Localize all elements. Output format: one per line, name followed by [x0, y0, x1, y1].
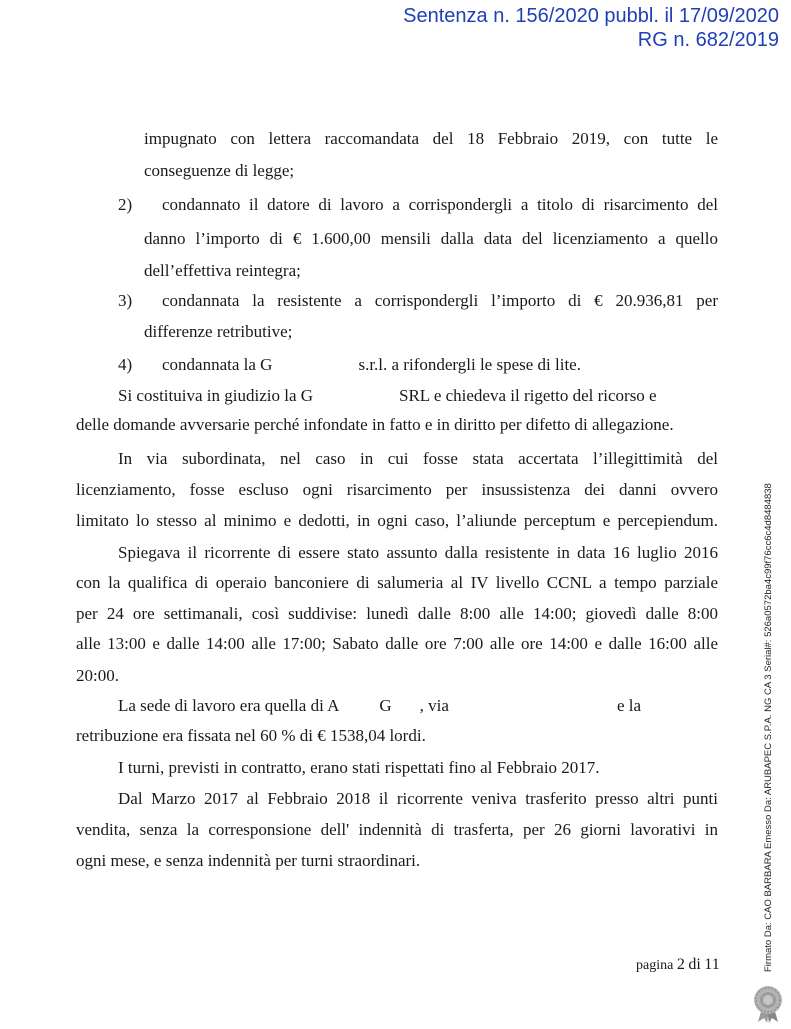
text-line: danno l’importo di € 1.600,00 mensili dalla data del licenziamento a quello — [144, 229, 718, 248]
text-line: I turni, previsti in contratto, erano stati rispettati fino al Febbraio 2017. — [118, 758, 600, 777]
list-number: 2) — [118, 195, 133, 214]
text-fragment: , via — [419, 696, 449, 715]
text-line: impugnato con lettera raccomandata del 18 Febbraio 2019, con tutte le — [144, 129, 718, 148]
text-line: per 24 ore settimanali, così suddivise: lunedì dalle 8:00 alle 14:00; giovedì dalle 8:00 — [76, 604, 718, 623]
sentence-number: Sentenza n. 156/2020 pubbl. il 17/09/2020 — [403, 5, 779, 27]
page-footer — [636, 956, 720, 974]
text-line: con la qualifica di operaio banconiere di salumeria al IV livello CCNL a tempo parziale — [76, 573, 718, 592]
text-line — [162, 354, 718, 376]
text-line: conseguenze di legge; — [144, 161, 295, 180]
text-line: condannata la resistente a corrispondergli l’importo di € 20.936,81 per — [162, 291, 718, 310]
text-line: Spiegava il ricorrente di essere stato assunto dalla resistente in data 16 luglio 2016 — [118, 543, 718, 562]
text-line: limitato lo stesso al minimo e dedotti, in ogni caso, l’aliunde perceptum e percepiendum. — [76, 511, 718, 530]
page-of: di — [688, 956, 701, 973]
text-line: Dal Marzo 2017 al Febbraio 2018 il ricorrente veniva trasferito presso altri punti — [118, 789, 718, 808]
text-line: ogni mese, e senza indennità per turni straordinari. — [76, 851, 421, 870]
digital-signature-text: Firmato Da: CAO BARBARA Emesso Da: ARUBAPEC S.P.A. NG CA 3 Serial#: 526a0572ba4c99f76cc6c4d8484838 — [763, 483, 774, 972]
text-line: vendita, senza la corresponsione dell' indennità di trasferta, per 26 giorni lavorativi in — [76, 820, 718, 839]
text-fragment: e la — [616, 696, 642, 715]
page-total: 11 — [704, 956, 720, 973]
rg-number: RG n. 682/2019 — [637, 29, 779, 51]
text-line: differenze retributive; — [144, 322, 293, 341]
page-number: 2 — [676, 956, 685, 973]
text-line: condannato il datore di lavoro a corrispondergli a titolo di risarcimento del — [162, 195, 718, 214]
text-fragment: La sede di lavoro era quella di A — [118, 696, 340, 715]
text-line — [118, 385, 718, 407]
text-line: 20:00. — [76, 666, 119, 685]
text-line: delle domande avversarie perché infondate in fatto e in diritto per difetto di allegazione. — [76, 415, 674, 434]
text-line: retribuzione era fissata nel 60 % di € 1538,04 lordi. — [76, 726, 426, 745]
text-fragment: condannata la G — [162, 355, 273, 374]
list-number: 4) — [118, 355, 133, 374]
seal-icon — [751, 984, 785, 1024]
document-header — [403, 4, 779, 52]
page-label: pagina — [636, 958, 674, 973]
text-fragment: SRL e chiedeva il rigetto del ricorso e — [399, 386, 657, 405]
text-line: In via subordinata, nel caso in cui fosse stata accertata l’illegittimità del — [118, 449, 718, 468]
text-line — [118, 695, 718, 717]
text-fragment: Si costituiva in giudizio la G — [118, 386, 314, 405]
text-fragment: s.r.l. a rifondergli le spese di lite. — [358, 355, 581, 374]
list-number: 3) — [118, 291, 133, 310]
text-line: dell’effettiva reintegra; — [144, 261, 301, 280]
text-fragment: G — [379, 696, 392, 715]
text-line: licenziamento, fosse escluso ogni risarcimento per insussistenza dei danni ovvero — [76, 480, 718, 499]
text-line: alle 13:00 e dalle 14:00 alle 17:00; Sabato dalle ore 7:00 alle ore 14:00 e dalle 16:00 alle — [76, 634, 718, 653]
